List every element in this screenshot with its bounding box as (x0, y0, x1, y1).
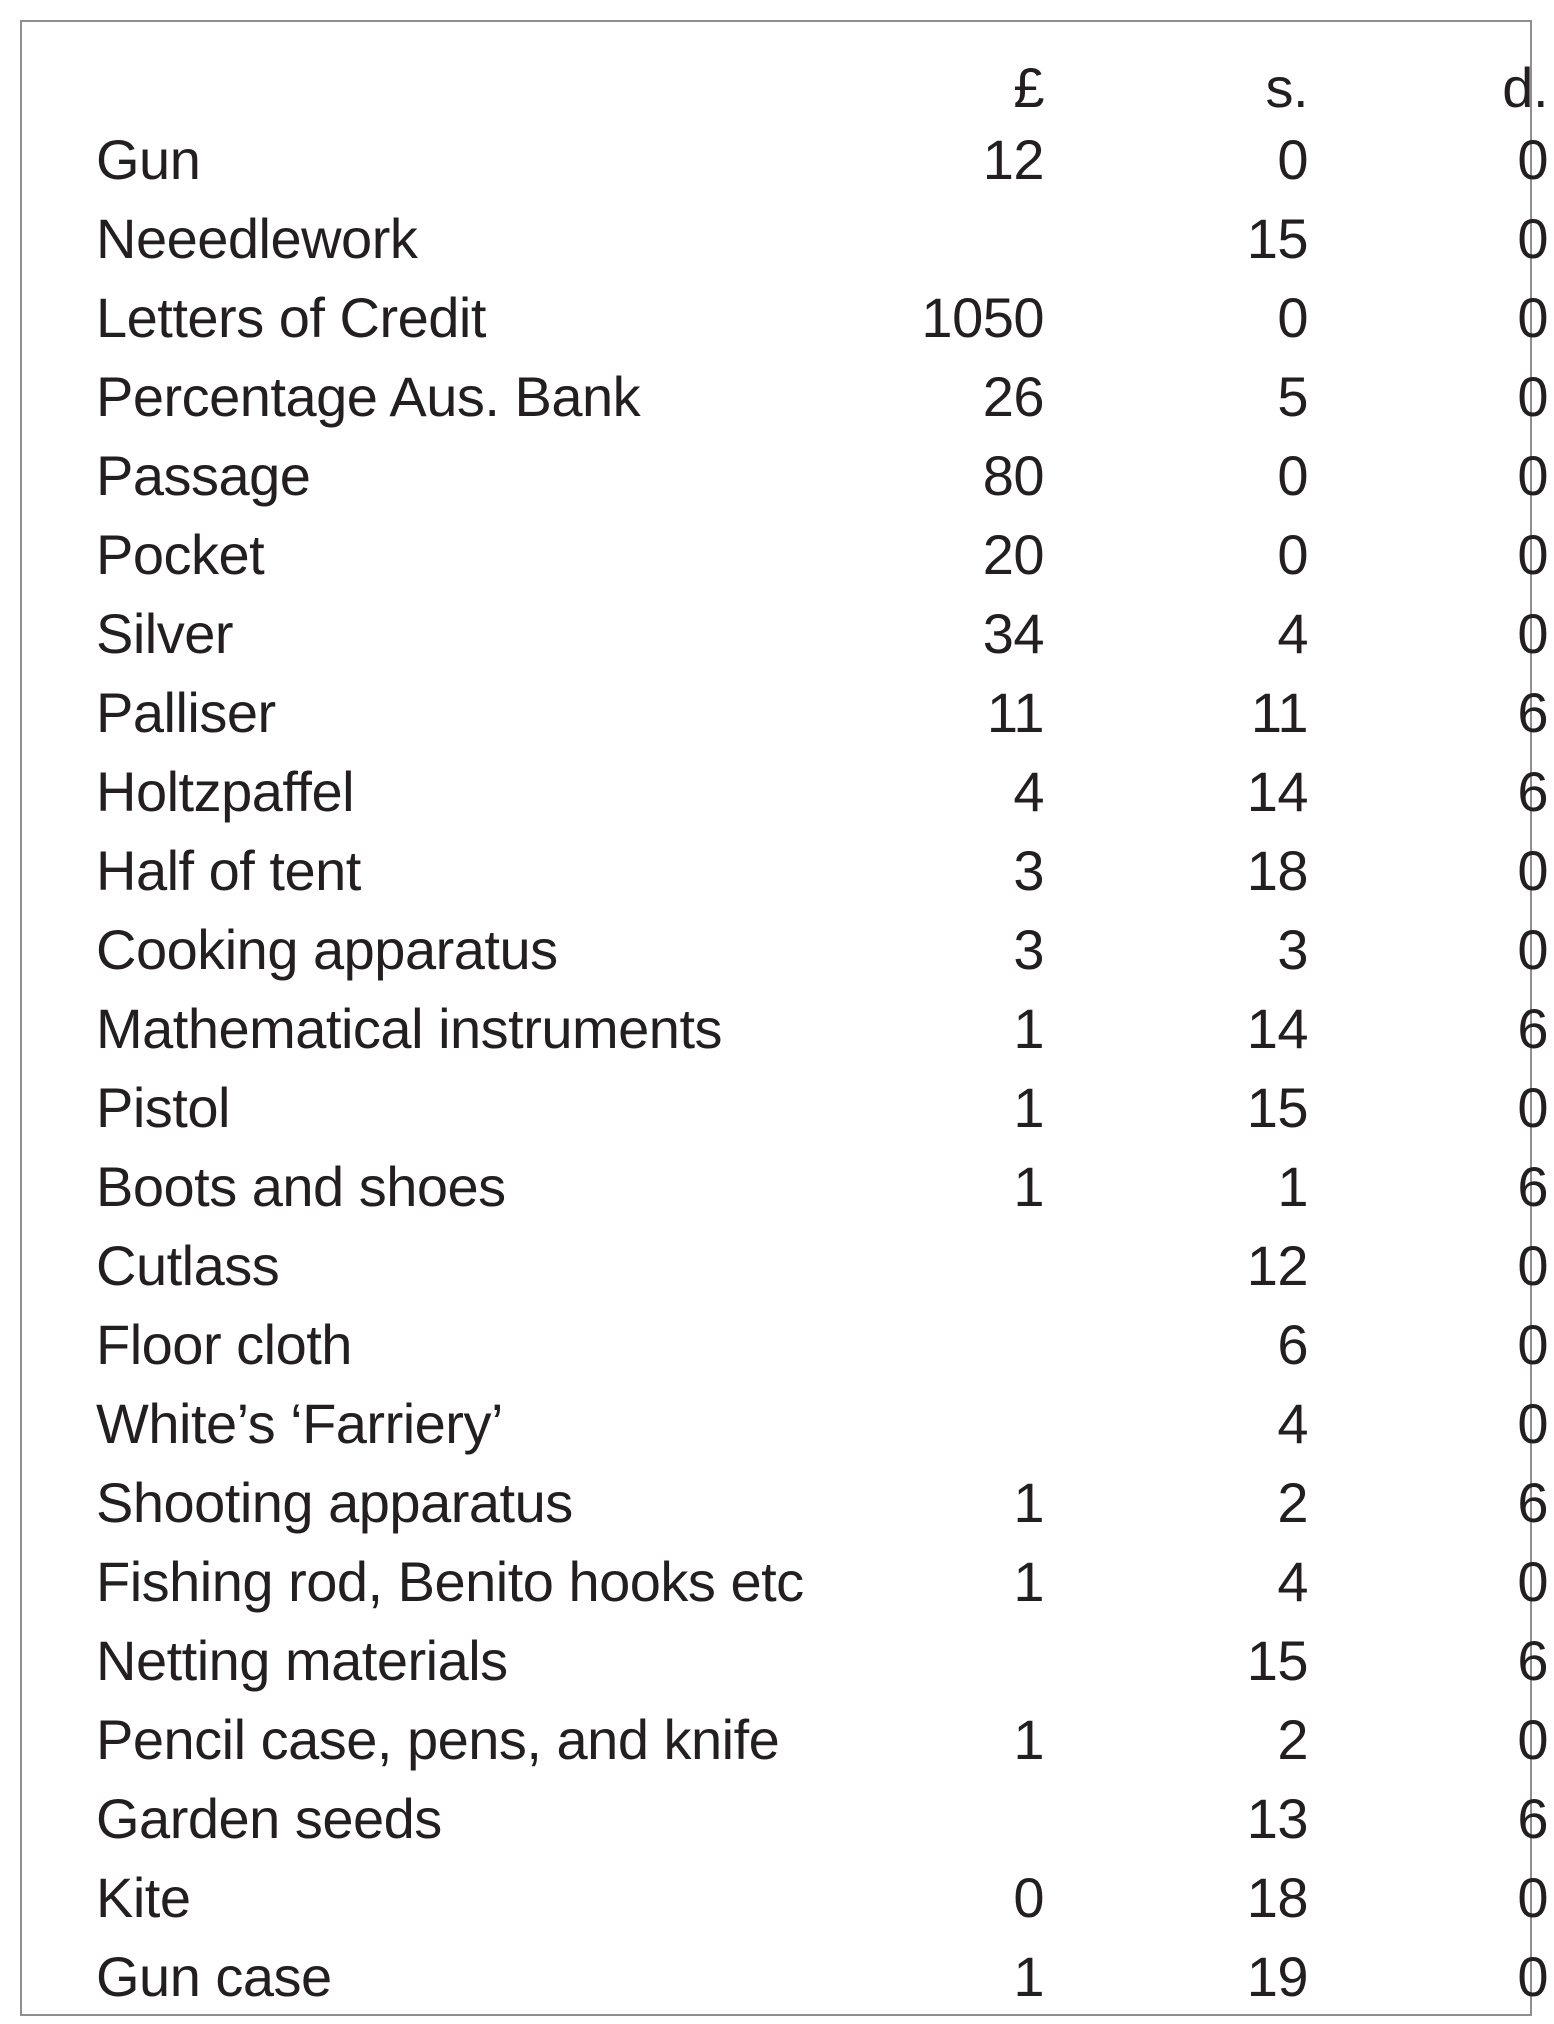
shillings-cell: 12 (1246, 1234, 1308, 1297)
table-row (96, 1621, 1548, 1700)
table-row (96, 1305, 1548, 1384)
shillings-cell: 11 (1250, 681, 1308, 744)
pounds-cell: 80 (982, 444, 1044, 507)
item-cell: Kite (96, 1866, 191, 1929)
pence-cell: 0 (1517, 1392, 1548, 1455)
shillings-cell: 0 (1277, 523, 1308, 586)
pounds-cell: 1 (1013, 1155, 1044, 1218)
shillings-cell: 2 (1277, 1471, 1308, 1534)
shillings-cell: 5 (1277, 365, 1308, 428)
item-cell: Pistol (96, 1076, 230, 1139)
table-row (96, 910, 1548, 989)
pounds-cell: 26 (982, 365, 1044, 428)
table-row (96, 1226, 1548, 1305)
pounds-cell: 11 (986, 681, 1044, 744)
pounds-cell: 4 (1013, 760, 1044, 823)
table-row (96, 831, 1548, 910)
item-cell: Pencil case, pens, and knife (96, 1708, 780, 1771)
shillings-cell: 2 (1277, 1708, 1308, 1771)
pounds-cell (852, 1779, 1044, 1858)
item-cell: Garden seeds (96, 1787, 442, 1850)
table-row (96, 1779, 1548, 1858)
shillings-cell: 4 (1277, 1392, 1308, 1455)
pence-cell: 6 (1517, 1787, 1548, 1850)
pence-cell: 0 (1517, 918, 1548, 981)
table-row (96, 752, 1548, 831)
shillings-cell: 1 (1277, 1155, 1308, 1218)
table-row (96, 1147, 1548, 1226)
table-row (96, 278, 1548, 357)
item-cell: Fishing rod, Benito hooks etc (96, 1550, 804, 1613)
pence-cell: 0 (1517, 839, 1548, 902)
item-cell: Percentage Aus. Bank (96, 365, 641, 428)
shillings-cell: 18 (1246, 1866, 1308, 1929)
expense-table (96, 56, 1548, 2016)
pounds-cell (852, 199, 1044, 278)
pounds-cell: 1 (1013, 1708, 1044, 1771)
pounds-cell: 1 (1013, 997, 1044, 1060)
ledger-frame (20, 20, 1548, 2016)
table-row (96, 357, 1548, 436)
pounds-cell (852, 1621, 1044, 1700)
pence-cell: 6 (1517, 760, 1548, 823)
pence-cell: 0 (1517, 602, 1548, 665)
pence-cell: 6 (1517, 1155, 1548, 1218)
table-row (96, 1937, 1548, 2016)
pence-cell: 0 (1517, 1708, 1548, 1771)
shillings-cell: 13 (1246, 1787, 1308, 1850)
pounds-cell: 3 (1013, 918, 1044, 981)
pence-cell: 0 (1517, 286, 1548, 349)
pounds-cell: 34 (982, 602, 1044, 665)
pence-cell: 6 (1517, 997, 1548, 1060)
item-cell: Holtzpaffel (96, 760, 355, 823)
pounds-cell: 12 (982, 128, 1044, 191)
item-cell: White’s ‘Farriery’ (96, 1392, 503, 1455)
item-cell: Netting materials (96, 1629, 508, 1692)
item-cell: Gun case (96, 1945, 332, 2008)
pence-cell: 0 (1517, 1234, 1548, 1297)
item-cell: Palliser (96, 681, 276, 744)
pounds-cell (852, 1305, 1044, 1384)
pounds-cell: 1 (1013, 1471, 1044, 1534)
pounds-cell (852, 1384, 1044, 1463)
table-row (96, 436, 1548, 515)
shillings-cell: 4 (1277, 1550, 1308, 1613)
pounds-cell: 1 (1013, 1550, 1044, 1613)
item-cell: Silver (96, 602, 234, 665)
pence-cell: 0 (1517, 523, 1548, 586)
pence-cell: 0 (1517, 1313, 1548, 1376)
table-row (96, 989, 1548, 1068)
pounds-cell: 1050 (921, 286, 1044, 349)
pence-cell: 6 (1517, 1471, 1548, 1534)
item-cell: Cutlass (96, 1234, 280, 1297)
pounds-cell: 20 (982, 523, 1044, 586)
table-row (96, 1463, 1548, 1542)
pounds-cell: 1 (1013, 1076, 1044, 1139)
table-row (96, 1384, 1548, 1463)
pounds-cell: 3 (1013, 839, 1044, 902)
shillings-cell: 15 (1246, 1629, 1308, 1692)
item-cell: Boots and shoes (96, 1155, 506, 1218)
table-row (96, 594, 1548, 673)
table-row (96, 1858, 1548, 1937)
item-cell: Half of tent (96, 839, 361, 902)
table-row (96, 1700, 1548, 1779)
table-row (96, 1542, 1548, 1621)
pence-cell: 0 (1517, 128, 1548, 191)
pence-cell: 0 (1517, 1076, 1548, 1139)
pence-cell: 0 (1517, 207, 1548, 270)
pounds-cell: 1 (1013, 1945, 1044, 2008)
item-cell: Neeedlework (96, 207, 418, 270)
item-cell: Floor cloth (96, 1313, 352, 1376)
shillings-cell: 19 (1246, 1945, 1308, 2008)
pence-cell: 6 (1517, 681, 1548, 744)
shillings-cell: 0 (1277, 444, 1308, 507)
table-row (96, 673, 1548, 752)
pounds-cell (852, 1226, 1044, 1305)
pence-cell: 0 (1517, 1945, 1548, 2008)
shillings-cell: 15 (1246, 1076, 1308, 1139)
shillings-cell: 14 (1246, 997, 1308, 1060)
table-row (96, 199, 1548, 278)
shillings-cell: 0 (1277, 286, 1308, 349)
pence-cell: 0 (1517, 1550, 1548, 1613)
item-cell: Mathematical instruments (96, 997, 723, 1060)
header-item (96, 56, 852, 120)
shillings-cell: 18 (1246, 839, 1308, 902)
header-pounds: £ (1013, 56, 1044, 119)
table-row (96, 120, 1548, 199)
pence-cell: 0 (1517, 1866, 1548, 1929)
header-row (96, 56, 1548, 120)
item-cell: Passage (96, 444, 311, 507)
table-body (96, 120, 1548, 2016)
item-cell: Shooting apparatus (96, 1471, 573, 1534)
table-header (96, 56, 1548, 120)
item-cell: Pocket (96, 523, 265, 586)
shillings-cell: 0 (1277, 128, 1308, 191)
shillings-cell: 4 (1277, 602, 1308, 665)
item-cell: Gun (96, 128, 201, 191)
pence-cell: 6 (1517, 1629, 1548, 1692)
shillings-cell: 6 (1277, 1313, 1308, 1376)
shillings-cell: 3 (1277, 918, 1308, 981)
table-row (96, 515, 1548, 594)
pounds-cell: 0 (1013, 1866, 1044, 1929)
shillings-cell: 15 (1246, 207, 1308, 270)
item-cell: Letters of Credit (96, 286, 486, 349)
pence-cell: 0 (1517, 444, 1548, 507)
pence-cell: 0 (1517, 365, 1548, 428)
shillings-cell: 14 (1246, 760, 1308, 823)
item-cell: Cooking apparatus (96, 918, 558, 981)
table-row (96, 1068, 1548, 1147)
header-shillings: s. (1265, 56, 1308, 119)
header-pence: d. (1502, 56, 1548, 119)
